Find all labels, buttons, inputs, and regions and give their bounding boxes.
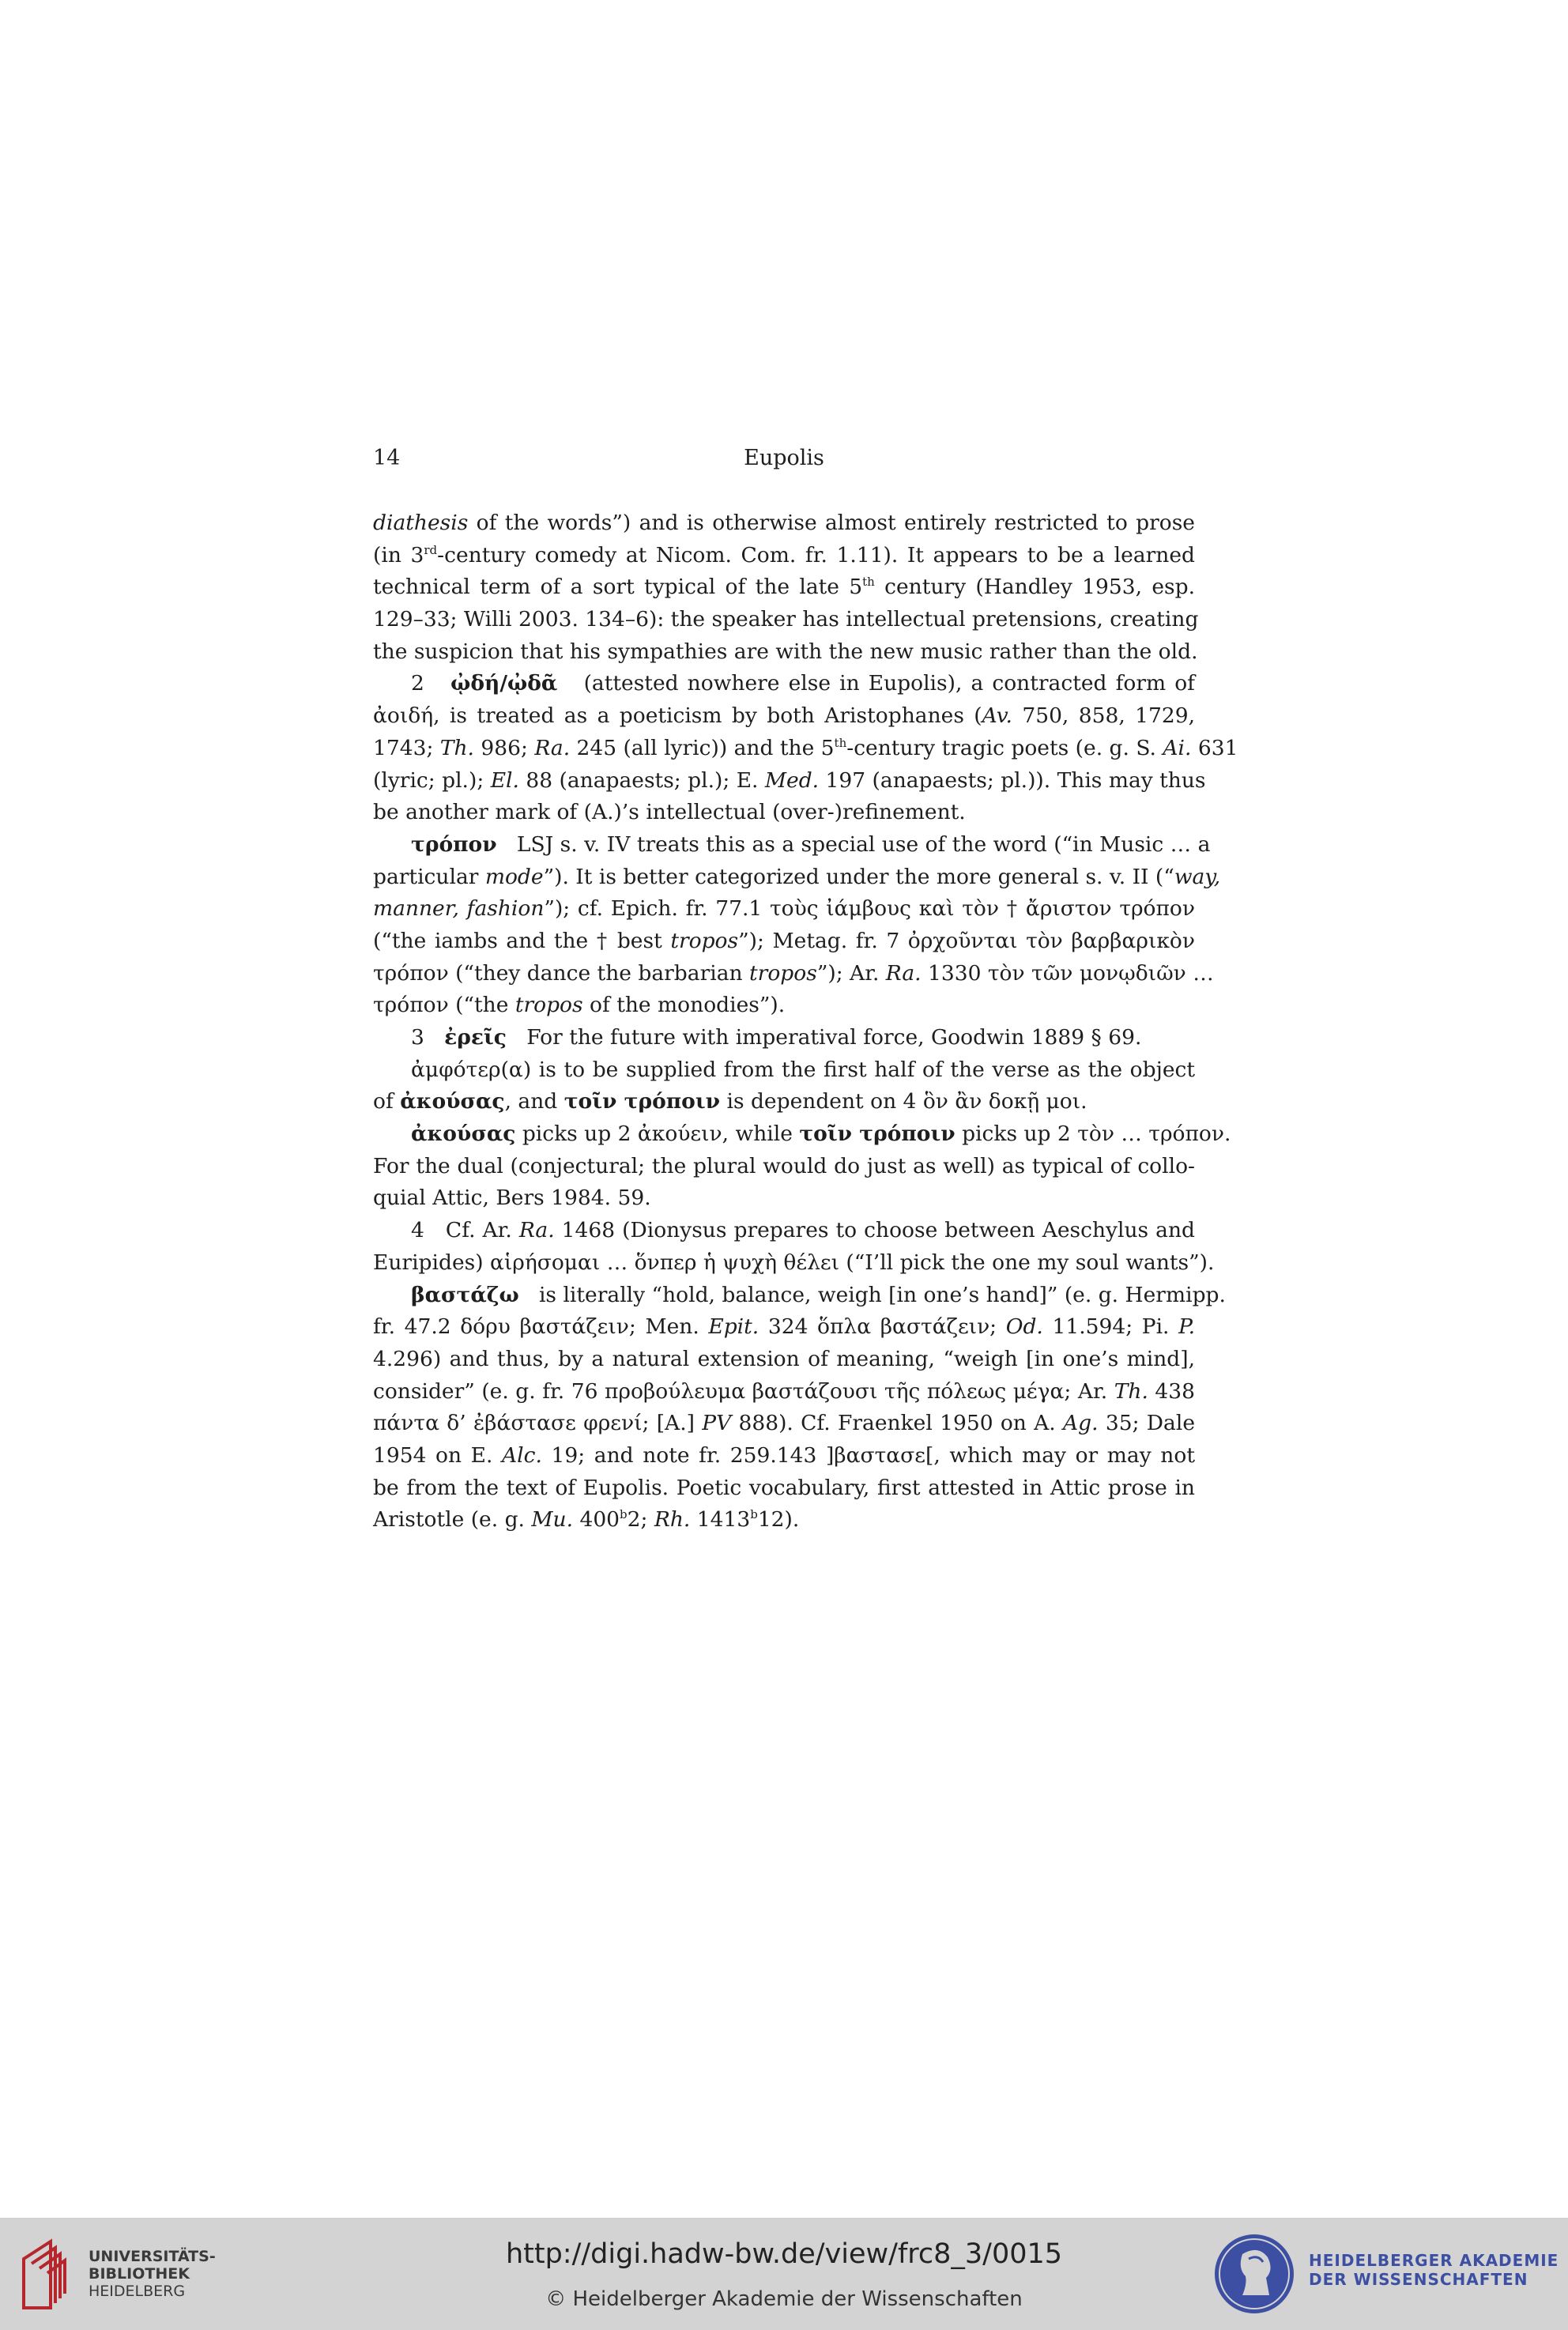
- text-line: quial Attic, Bers 1984. 59.: [373, 1186, 651, 1211]
- text-line: ἀκούσας picks up 2 ἀκούειν, while τοῖν τρόποιν picks up 2 τὸν … τρόπον.: [411, 1122, 1231, 1147]
- text-line: τρόπον (“they dance the barbarian tropos”); Ar. Ra. 1330 τὸν τῶν μονῳδιῶν …: [373, 960, 1214, 986]
- text-line: Aristotle (e. g. Mu. 400$^b$2; Rh. 1413$^b$12).: [373, 1507, 800, 1533]
- running-title: Eupolis: [744, 446, 824, 470]
- text-line: 129–33; Willi 2003. 134–6): the speaker has intellectual pretensions, creating: [373, 607, 1199, 632]
- text-line: the suspicion that his sympathies are with the new music rather than the old.: [373, 639, 1198, 664]
- text-line: (in 3rd-century comedy at Nicom. Com. fr. 1.11). It appears to be a learned: [373, 542, 1196, 567]
- text-line: τρόπον (“the tropos of the monodies”).: [373, 993, 786, 1018]
- text-line: 4 Cf. Ar. Ra. 1468 (Dionysus prepares to choose between Aeschylus and: [411, 1218, 1196, 1243]
- text-line: particular mode”). It is better categorized under the more general s. v. II (“way,: [373, 864, 1221, 889]
- text-line: ἀοιδή, is treated as a poeticism by both Aristophanes (Av. 750, 858, 1729,: [373, 703, 1195, 729]
- text-line: consider” (e. g. fr. 76 προβούλευμα βαστάζουσι τῆς πόλεως μέγα; Ar. Th. 438: [373, 1378, 1195, 1404]
- text-line: be from the text of Eupolis. Poetic vocabulary, first attested in Attic prose in: [373, 1475, 1195, 1500]
- text-line: 2 ᾠδή/ᾠδᾶ (attested nowhere else in Eupolis), a contracted form of: [411, 671, 1195, 696]
- text-line: technical term of a sort typical of the late 5th century (Handley 1953, esp.: [373, 575, 1195, 600]
- text-line: (“the iambs and the † best tropos”); Metag. fr. 7 ὀρχοῦνται τὸν βαρβαρικὸν: [373, 928, 1195, 953]
- text-line: manner, fashion”); cf. Epich. fr. 77.1 τοὺς ἰάμβους καὶ τὸν † ἄριστον τρόπον: [373, 896, 1195, 922]
- page-header: [373, 444, 1195, 479]
- text-line: diathesis of the words”) and is otherwise almost entirely restricted to prose: [373, 511, 1195, 535]
- university-library-name: UNIVERSITÄTS- BIBLIOTHEK HEIDELBERG: [89, 2248, 216, 2300]
- text-line: ἀμφότερ(α) is to be supplied from the first half of the verse as the object: [411, 1057, 1195, 1082]
- text-line: 3 ἐρεῖς For the future with imperatival force, Goodwin 1889 § 69.: [411, 1025, 1142, 1050]
- text-line: be another mark of (A.)’s intellectual (over-)refinement.: [373, 800, 966, 825]
- page-number: 14: [373, 446, 401, 470]
- text-line: 4.296) and thus, by a natural extension of meaning, “weigh [in one’s mind],: [373, 1346, 1195, 1371]
- academy-name: HEIDELBERGER AKADEMIE DER WISSENSCHAFTEN: [1309, 2251, 1559, 2289]
- text-line: πάντα δ’ ἐβάστασε φρενί; [A.] PV 888). Cf. Fraenkel 1950 on A. Ag. 35; Dale: [373, 1411, 1196, 1436]
- text-line: τρόπον LSJ s. v. IV treats this as a special use of the word (“in Music … a: [411, 831, 1211, 857]
- text-line: of ἀκούσας, and τοῖν τρόποιν is dependent on 4 ὃν ἂν δοκῇ μοι.: [373, 1089, 1087, 1114]
- text-line: For the dual (conjectural; the plural would do just as well) as typical of collo-: [373, 1153, 1195, 1178]
- copyright-notice: © Heidelberger Akademie der Wissenschaften: [545, 2287, 1023, 2311]
- source-url[interactable]: http://digi.hadw-bw.de/view/frc8_3/0015: [505, 2238, 1063, 2270]
- text-line: Euripides) αἱρήσομαι … ὅνπερ ἡ ψυχὴ θέλει (“I’ll pick the one my soul wants”).: [373, 1250, 1215, 1275]
- text-line: 1954 on E. Alc. 19; and note fr. 259.143 ]βαστασε[, which may or may not: [373, 1442, 1195, 1468]
- academy-seal-icon: [1211, 2230, 1298, 2317]
- text-line: fr. 47.2 δόρυ βαστάζειν; Men. Epit. 324 ὅπλα βαστάζειν; Od. 11.594; Pi. P.: [373, 1314, 1195, 1340]
- text-line: (lyric; pl.); El. 88 (anapaests; pl.); E. Med. 197 (anapaests; pl.)). This may thus: [373, 767, 1206, 793]
- commentary-text: [373, 507, 1238, 1536]
- footer-bar: [0, 2218, 1568, 2330]
- text-line: 1743; Th. 986; Ra. 245 (all lyric)) and the 5th-century tragic poets (e. g. S. Ai. 631: [373, 735, 1238, 760]
- text-line: βαστάζω is literally “hold, balance, weigh [in one’s hand]” (e. g. Hermipp.: [411, 1282, 1226, 1307]
